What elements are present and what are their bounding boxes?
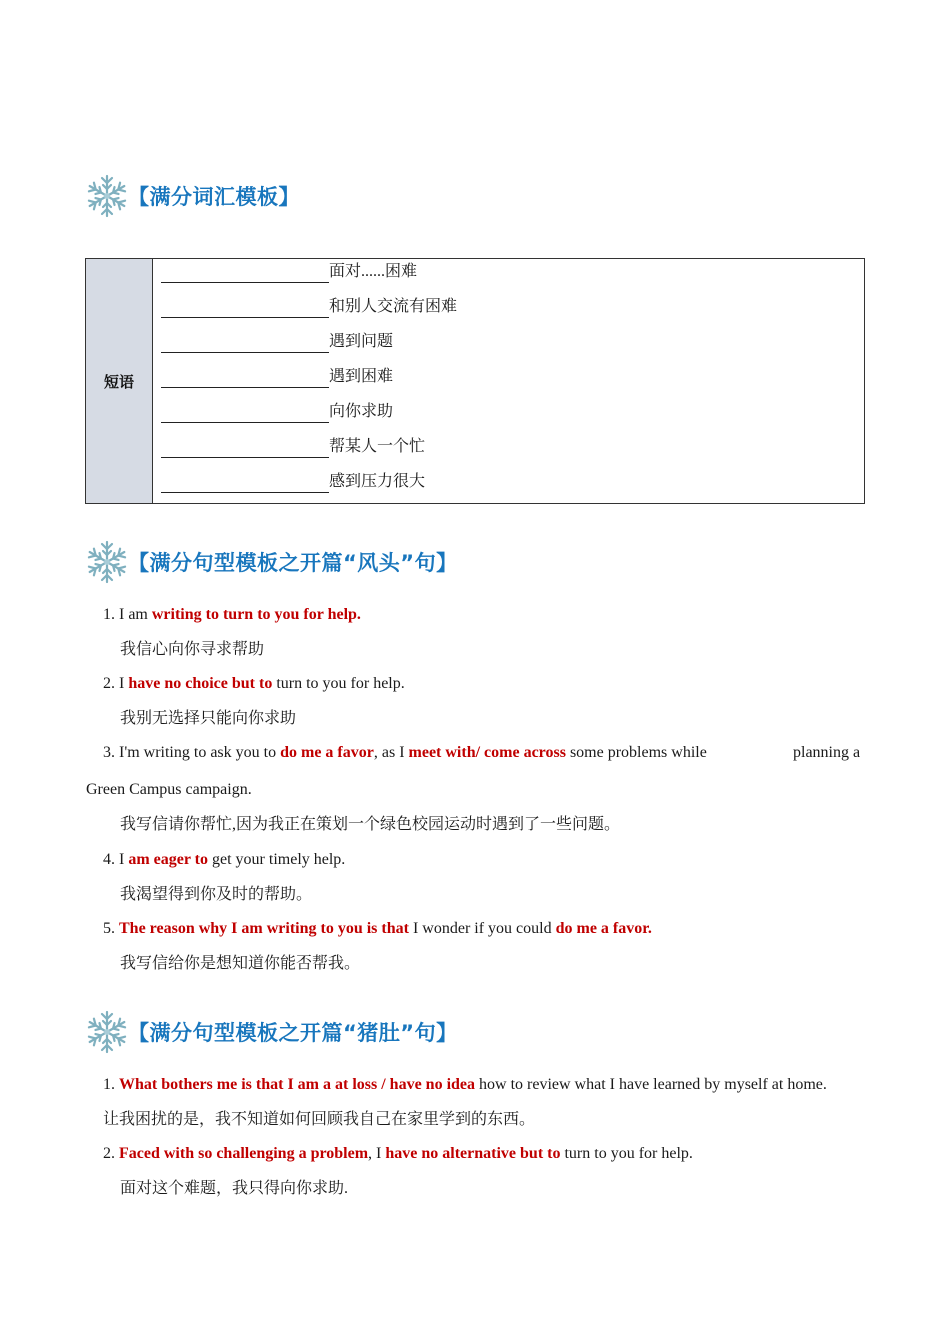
opening-item-2: 2. I have no choice but to turn to you for help. <box>103 675 405 692</box>
blank-line <box>161 405 329 423</box>
vocab-section-title: 【满分词汇模板】 <box>128 185 300 209</box>
vocab-row: 遇到困难 <box>161 366 393 388</box>
vocab-row: 遇到问题 <box>161 331 393 353</box>
blank-line <box>161 300 329 318</box>
opening-item-3-translation: 我写信请你帮忙,因为我正在策划一个绿色校园运动时遇到了一些问题。 <box>120 816 621 833</box>
vocab-table-rows <box>153 259 864 503</box>
opening-section-heading <box>84 537 458 587</box>
blank-line <box>161 370 329 388</box>
snowflake-icon <box>84 1009 130 1055</box>
vocab-table <box>85 258 865 504</box>
opening-item-5: 5. The reason why I am writing to you is that I wonder if you could do me a favor. <box>103 920 652 937</box>
body-item-1: 1. What bothers me is that I am a at loss / have no idea how to review what I have learned by myself at home. <box>103 1076 827 1093</box>
vocab-row: 帮某人一个忙 <box>161 436 425 458</box>
blank-line <box>161 475 329 493</box>
body-item-1-translation: 让我困扰的是，我不知道如何回顾我自己在家里学到的东西。 <box>103 1111 536 1128</box>
opening-item-3-continuation: planning a <box>793 744 861 761</box>
body-section-title: 【满分句型模板之开篇“猪肚”句】 <box>128 1021 458 1045</box>
vocab-row: 和别人交流有困难 <box>161 296 457 318</box>
opening-item-2-translation: 我别无选择只能向你求助 <box>120 710 297 727</box>
snowflake-icon <box>84 539 130 585</box>
body-item-2: 2. Faced with so challenging a problem, I have no alternative but to turn to you for help. <box>103 1145 693 1162</box>
opening-section-title: 【满分句型模板之开篇“风头”句】 <box>128 551 458 575</box>
blank-line <box>161 440 329 458</box>
body-item-2-translation: 面对这个难题，我只得向你求助. <box>120 1180 349 1197</box>
body-section-heading <box>84 1007 458 1057</box>
opening-item-3: 3. I'm writing to ask you to do me a favor, as I meet with/ come across some problems while <box>103 744 707 761</box>
vocab-table-label: 短语 <box>86 259 153 503</box>
vocab-row: 面对......困难 <box>161 261 417 283</box>
opening-item-1-translation: 我信心向你寻求帮助 <box>120 641 265 658</box>
opening-item-1: 1. I am writing to turn to you for help. <box>103 606 361 623</box>
opening-item-3-wrap: Green Campus campaign. <box>86 781 252 798</box>
opening-item-4: 4. I am eager to get your timely help. <box>103 851 346 868</box>
snowflake-icon <box>84 173 130 219</box>
opening-item-5-translation: 我写信给你是想知道你能否帮我。 <box>120 955 361 972</box>
vocab-row: 感到压力很大 <box>161 471 425 493</box>
blank-line <box>161 335 329 353</box>
vocab-row: 向你求助 <box>161 401 393 423</box>
vocab-section-heading <box>84 171 300 221</box>
blank-line <box>161 265 329 283</box>
opening-item-4-translation: 我渴望得到你及时的帮助。 <box>120 886 313 903</box>
